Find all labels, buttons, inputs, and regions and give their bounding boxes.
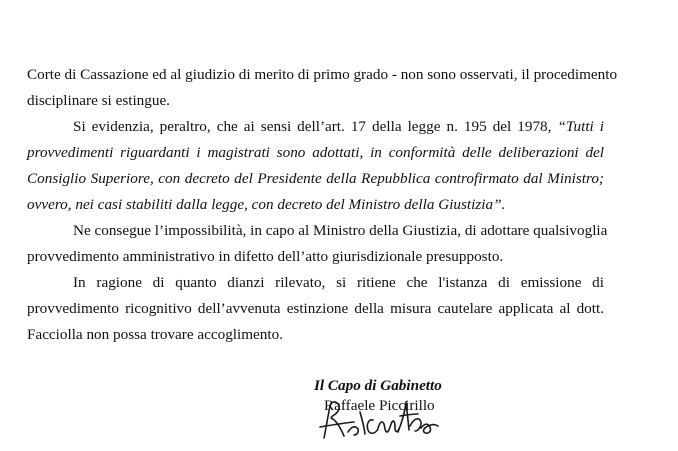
- paragraph-1-line-2: disciplinare si estingue.: [27, 92, 170, 109]
- paragraph-4-line-3: Facciolla non possa trovare accoglimento.: [27, 326, 283, 343]
- paragraph-3-line-1: Ne consegue l’impossibilità, in capo al Ministro della Giustizia, di adottare qualsivoglia: [73, 222, 608, 239]
- signatory-title: Il Capo di Gabinetto: [314, 377, 442, 394]
- paragraph-2-line-3: Consiglio Superiore, con decreto del Presidente della Repubblica controfirmato dal Ministro;: [27, 170, 604, 187]
- handwritten-signature: [318, 392, 442, 448]
- paragraph-4-line-1: In ragione di quanto dianzi rilevato, si ritiene che l'istanza di emissione di: [73, 274, 604, 291]
- signatory-name: Raffaele Piccirillo: [324, 397, 435, 414]
- paragraph-2-line-4: ovvero, nei casi stabiliti dalla legge, con decreto del Ministro della Giustizia”.: [27, 196, 506, 213]
- paragraph-4-line-2: provvedimento ricognitivo dell’avvenuta estinzione della misura cautelare applicata al dott.: [27, 300, 604, 317]
- paragraph-3-line-2: provvedimento amministrativo in difetto dell’atto giurisdizionale presupposto.: [27, 248, 504, 265]
- quote-start: “Tutti i: [557, 118, 604, 135]
- paragraph-1-line-1: Corte di Cassazione ed al giudizio di merito di primo grado - non sono osservati, il procedimento: [27, 66, 618, 83]
- paragraph-2-line-2: provvedimenti riguardanti i magistrati sono adottati, in conformità delle deliberazioni del: [27, 144, 604, 161]
- paragraph-2-line-1: [73, 118, 604, 136]
- paragraph-2-intro: Si evidenzia, peraltro, che ai sensi dell’art. 17 della legge n. 195 del 1978,: [73, 118, 558, 135]
